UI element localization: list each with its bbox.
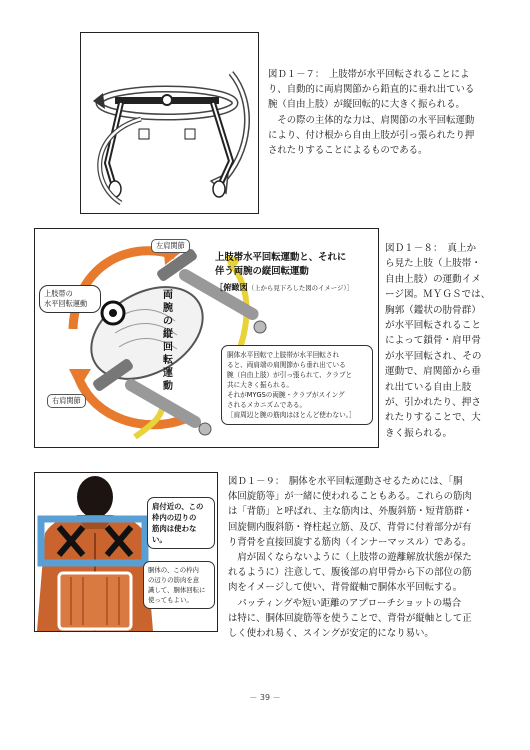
figure-d1-8-image <box>34 228 379 448</box>
caption-line: ージ図。ＭＹＧＳでは、 <box>385 289 491 301</box>
note-line: ると、両肩端の肩関節から垂れ出ている <box>227 361 346 369</box>
caption-line: 肉をイメージして使い、背骨縦軸で胴体水平回転する。 <box>228 582 463 594</box>
caption-line: 図Ｄ１－８： 真上か <box>385 243 477 254</box>
figure-d1-7-caption <box>268 67 498 158</box>
girdle-label-line: 上肢帯の <box>44 289 73 298</box>
girdle-rotation-label <box>39 285 101 313</box>
callout-line: 識して、胴体回転に <box>148 586 206 594</box>
figure-d1-7-image <box>80 32 259 214</box>
caption-line: 肩が固くならないように（上肢帯の遊離解放状態が保た <box>228 552 472 564</box>
callout-line: の辺りの筋肉を意 <box>148 576 200 584</box>
caption-line: その際の主体的な力は、肩関節の水平回転運動 <box>268 114 475 126</box>
caption-line: 体回旋筋等」が一緒に使われることもある。これらの筋肉 <box>228 491 472 503</box>
note-line: 共に大きく振られる。 <box>227 381 293 389</box>
note-line: ［肩周辺と腕の筋肉はほとんど使わない。］ <box>227 411 356 419</box>
shoulder-rotation-illustration <box>81 33 258 213</box>
note-line: されるメカニズムである。 <box>227 401 307 409</box>
callout-line: 使ってもよい。 <box>148 596 193 604</box>
caption-line: きく振られる。 <box>385 427 453 439</box>
right-shoulder-label: 右肩関節 <box>47 394 86 408</box>
caption-line: が水平回転されること <box>385 320 481 332</box>
caption-line: 自由上肢）の運動イメ <box>385 273 481 285</box>
caption-line: り背骨を直接回旋する筋肉（インナーマッスル）である。 <box>228 536 472 548</box>
caption-line: れ出ている自由上肢 <box>385 381 472 393</box>
caption-line: によって鎖骨・肩甲骨 <box>385 335 481 347</box>
caption-line: されたりすることによるものである。 <box>268 145 428 157</box>
title-line: 伴う両腕の縦回転運動 <box>215 266 309 277</box>
title-box <box>215 251 371 295</box>
note-line: 胴体水平回転で上肢帯が水平回転され <box>227 351 340 359</box>
arm-rotation-label: 両腕の縦回転運動 <box>163 290 173 392</box>
caption-line: が水平回転され、その <box>385 350 482 362</box>
caption-line: 胸郭（鑑状の肋骨群） <box>385 304 481 316</box>
mechanism-note <box>221 345 373 425</box>
callout-line: 筋肉は使わない。 <box>152 524 197 544</box>
caption-line: ら見た上肢（上肢帯・ <box>385 258 481 270</box>
callout-top-shoulder <box>147 497 215 549</box>
caption-line: パッティングや短い距離のアプローチショットの場合 <box>228 597 462 609</box>
callout-line: 胴体の、この枠内 <box>148 566 199 574</box>
caption-line: 腕（自由上肢）が縦回転的に大きく振られる。 <box>268 99 465 111</box>
note-line: それがMYGSの両腕・クラブがスイング <box>227 391 345 399</box>
caption-line: 回旋側内腹斜筋・脊柱起立筋、及び、背骨に付着部分が有 <box>228 521 472 533</box>
bird-view-note: （上から見下ろした図のイメージ）］ <box>247 284 354 292</box>
figure-d1-8-caption <box>385 241 501 441</box>
figure-d1-9-image <box>34 472 218 632</box>
bird-view-label: ［俯瞰図 <box>215 282 248 292</box>
caption-line: しく使われ易く、スイングが安定的になり易い。 <box>228 628 434 640</box>
caption-line: れたりすることで、大 <box>385 412 481 424</box>
caption-line: り、自動的に両肩関節から鉛直的に垂れ出ている <box>268 84 475 96</box>
girdle-label-line: 水平回転運動 <box>44 299 88 308</box>
callout-line: 肩付近の、この <box>152 502 204 511</box>
figure-d1-9-caption <box>228 474 504 641</box>
callout-line: 枠内の辺りの <box>152 513 197 522</box>
caption-line: は「背筋」と呼ばれ、主な筋肉は、外腹斜筋・短背筋群・ <box>228 506 473 518</box>
caption-line: が、引かれたり、押さ <box>385 397 481 409</box>
caption-line: 図Ｄ１－７： 上肢帯が水平回転されることによ <box>268 69 470 80</box>
title-line: 上肢帯水平回転運動と、それに <box>215 252 347 263</box>
caption-line: 図Ｄ１－９： 胴体を水平回転運動させるためには、「胴 <box>228 476 463 487</box>
left-shoulder-label: 左肩関節 <box>151 239 190 253</box>
caption-line: により、付け根から自由上肢が引っ張られたり押 <box>268 129 475 141</box>
caption-line: 運動で、肩関節から垂 <box>385 366 481 378</box>
caption-line: れるように）注意して、腹後部の肩甲骨から下の部位の筋 <box>228 567 472 579</box>
caption-line: は特に、胴体回旋筋等を使うことで、背骨が縦軸として正 <box>228 612 472 624</box>
page-number: － 39 － <box>249 693 281 702</box>
note-line: 腕（自由上肢）が引っ張られて、クラブと <box>227 371 353 379</box>
bird-view-line <box>215 281 371 295</box>
callout-bottom-torso <box>143 561 215 609</box>
